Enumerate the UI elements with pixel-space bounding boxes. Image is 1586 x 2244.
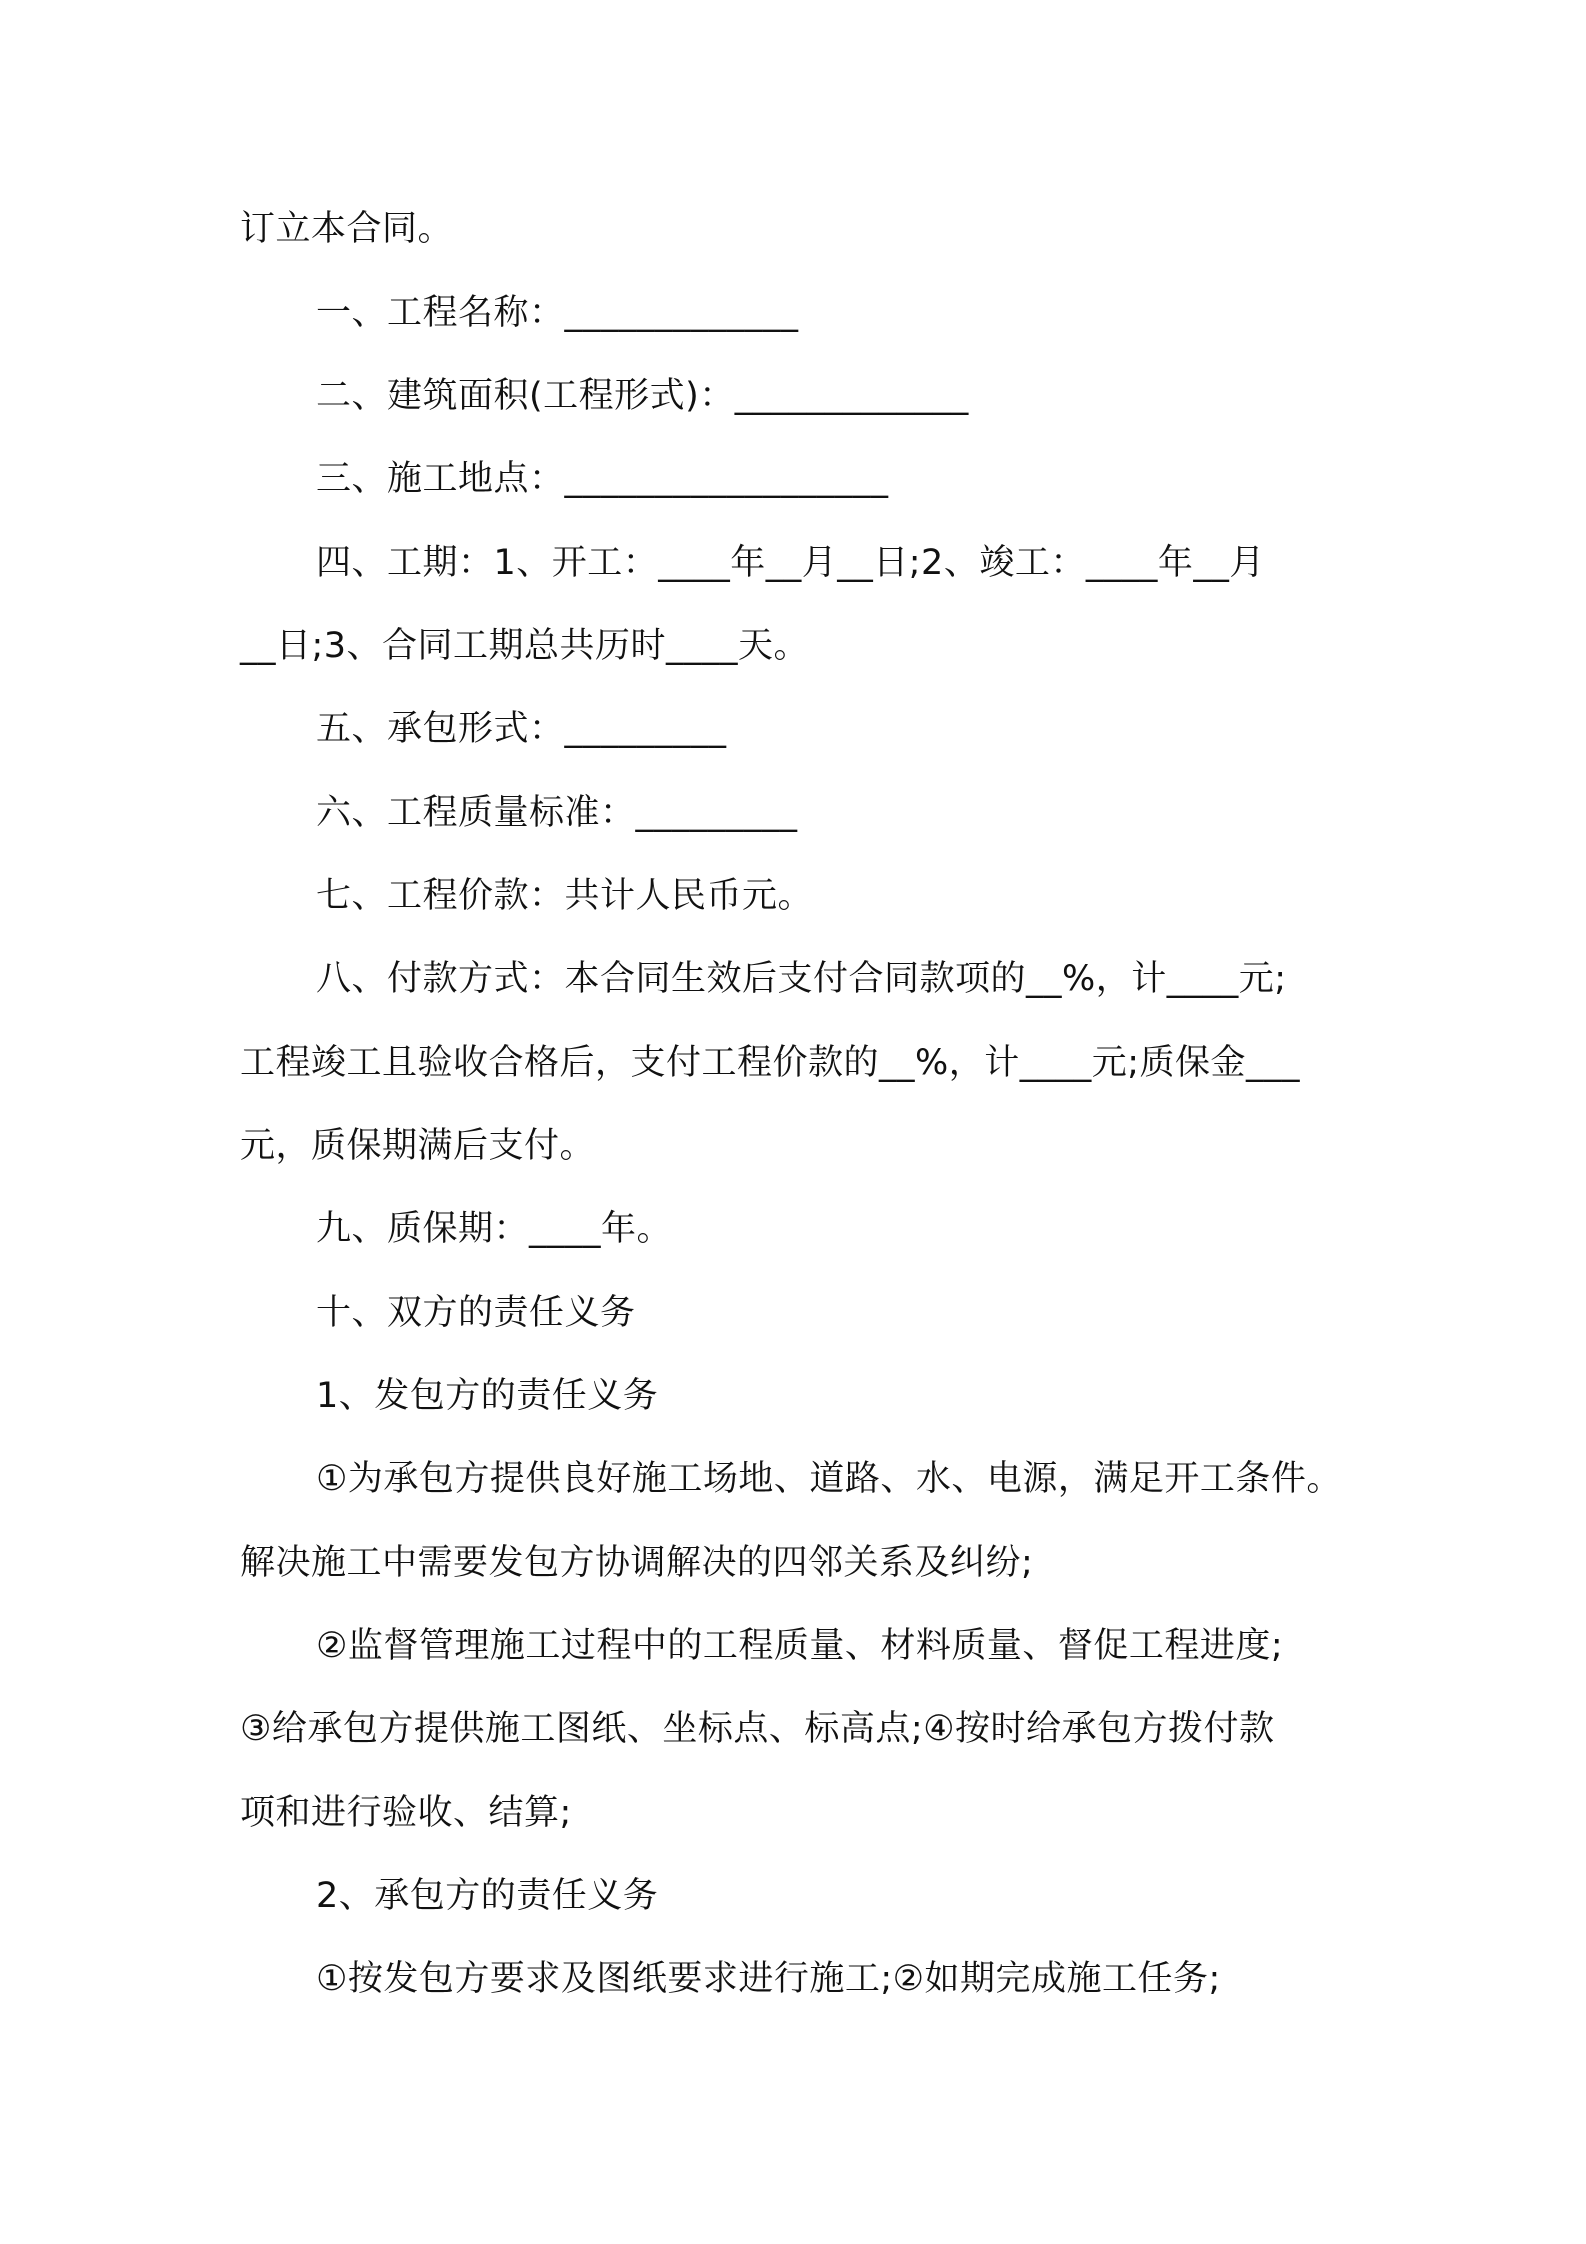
text-line: ②监督管理施工过程中的工程质量、材料质量、督促工程进度; [316,1626,1284,1666]
text-line: ③给承包方提供施工图纸、坐标点、标高点;④按时给承包方拨付款 [240,1709,1275,1749]
text-line: 解决施工中需要发包方协调解决的四邻关系及纠纷; [240,1543,1034,1583]
text-line: 1、发包方的责任义务 [316,1376,659,1416]
text-line: 订立本合同。 [240,209,454,249]
text-line: 一、工程名称：_____________ [316,293,799,333]
text-line: 项和进行验收、结算; [240,1793,572,1833]
text-line: 六、工程质量标准：_________ [316,793,798,833]
text-line: ①为承包方提供良好施工场地、道路、水、电源，满足开工条件。 [316,1459,1342,1499]
text-line: 三、施工地点：__________________ [316,459,889,499]
text-line: ①按发包方要求及图纸要求进行施工;②如期完成施工任务; [316,1959,1221,1999]
text-line: 八、付款方式：本合同生效后支付合同款项的__%，计____元; [316,959,1287,999]
text-line: 2、承包方的责任义务 [316,1876,659,1916]
text-line: __日;3、合同工期总共历时____天。 [240,626,810,666]
text-line: 元，质保期满后支付。 [240,1126,596,1166]
text-line: 工程竣工且验收合格后，支付工程价款的__%，计____元;质保金___ [240,1043,1301,1083]
text-line: 四、工期：1、开工：____年__月__日;2、竣工：____年__月 [316,543,1265,583]
text-line: 七、工程价款：共计人民币元。 [316,876,814,916]
text-line: 二、建筑面积(工程形式)：_____________ [316,376,969,416]
text-line: 十、双方的责任义务 [316,1293,636,1333]
text-line: 五、承包形式：_________ [316,709,727,749]
text-line: 九、质保期：____年。 [316,1209,673,1249]
